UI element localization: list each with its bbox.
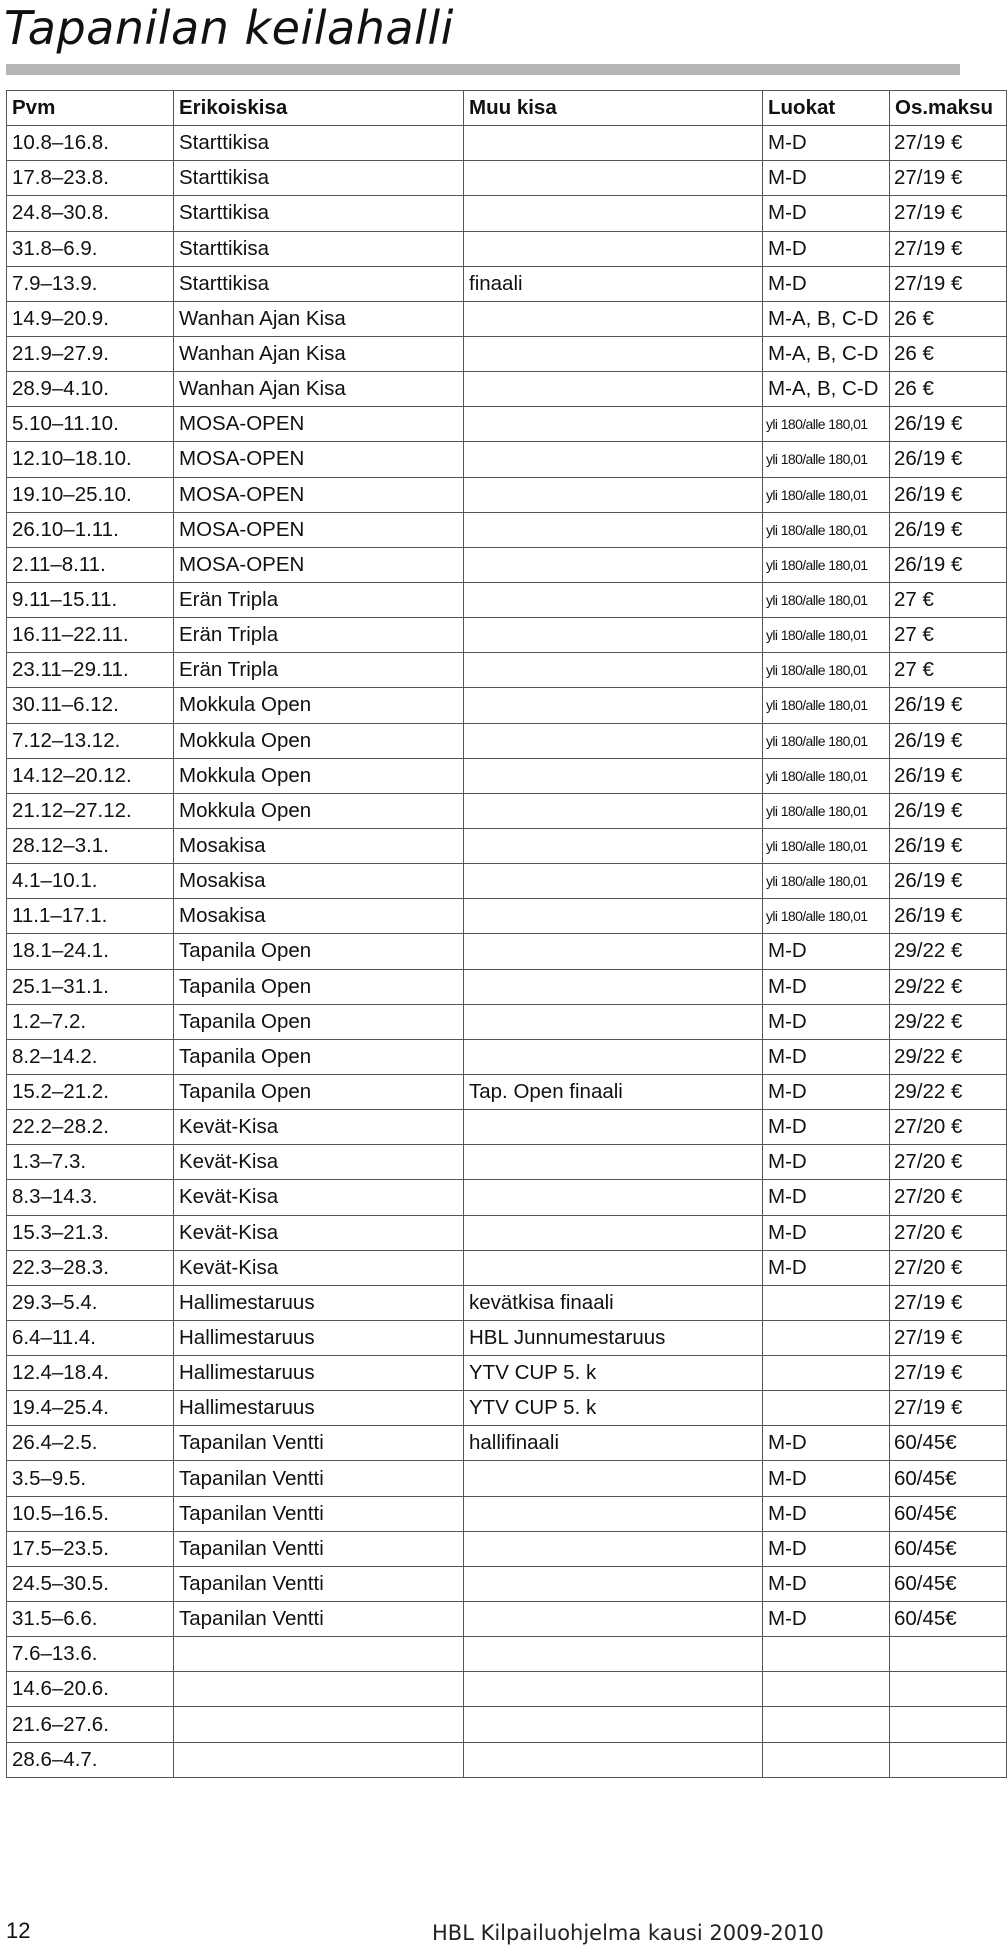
table-row [7,1637,1007,1672]
table-body [7,126,1007,1778]
table-row [7,126,1007,161]
table-row [7,196,1007,231]
cell-erikoiskisa: Starttikisa [174,126,464,161]
cell-pvm: 5.10–11.10. [7,407,174,442]
cell-muu-kisa [464,126,763,161]
cell-erikoiskisa: Kevät-Kisa [174,1215,464,1250]
cell-luokat: yli 180/alle 180,01 [763,864,890,899]
cell-luokat: M-D [763,1180,890,1215]
cell-muu-kisa: finaali [464,266,763,301]
cell-erikoiskisa: Tapanilan Ventti [174,1531,464,1566]
cell-luokat [763,1672,890,1707]
cell-luokat: M-D [763,969,890,1004]
cell-luokat: yli 180/alle 180,01 [763,477,890,512]
cell-erikoiskisa: Starttikisa [174,266,464,301]
cell-luokat: yli 180/alle 180,01 [763,828,890,863]
cell-luokat: M-D [763,1074,890,1109]
cell-pvm: 14.9–20.9. [7,301,174,336]
cell-muu-kisa [464,1496,763,1531]
cell-pvm: 16.11–22.11. [7,618,174,653]
cell-os-maksu: 26 € [890,372,1007,407]
cell-luokat: yli 180/alle 180,01 [763,758,890,793]
cell-muu-kisa [464,196,763,231]
table-row [7,372,1007,407]
cell-os-maksu: 26/19 € [890,688,1007,723]
cell-os-maksu: 29/22 € [890,1074,1007,1109]
table-row [7,477,1007,512]
cell-muu-kisa [464,653,763,688]
cell-pvm: 8.2–14.2. [7,1039,174,1074]
cell-erikoiskisa: Tapanilan Ventti [174,1602,464,1637]
cell-pvm: 28.12–3.1. [7,828,174,863]
cell-os-maksu: 29/22 € [890,969,1007,1004]
table-row [7,1742,1007,1777]
cell-luokat: yli 180/alle 180,01 [763,723,890,758]
cell-luokat: M-D [763,196,890,231]
table-row [7,1039,1007,1074]
cell-erikoiskisa [174,1742,464,1777]
cell-pvm: 29.3–5.4. [7,1285,174,1320]
cell-os-maksu: 27/20 € [890,1250,1007,1285]
cell-erikoiskisa: Erän Tripla [174,582,464,617]
cell-os-maksu: 26/19 € [890,477,1007,512]
cell-muu-kisa [464,1742,763,1777]
cell-pvm: 14.6–20.6. [7,1672,174,1707]
cell-muu-kisa [464,1004,763,1039]
cell-luokat: M-A, B, C-D [763,301,890,336]
table-row [7,512,1007,547]
cell-luokat: M-D [763,266,890,301]
header-erikoiskisa: Erikoiskisa [174,91,464,126]
cell-pvm: 1.3–7.3. [7,1145,174,1180]
cell-pvm: 15.2–21.2. [7,1074,174,1109]
cell-pvm: 24.5–30.5. [7,1566,174,1601]
cell-muu-kisa [464,1566,763,1601]
cell-pvm: 23.11–29.11. [7,653,174,688]
table-row [7,1602,1007,1637]
cell-os-maksu: 26/19 € [890,758,1007,793]
cell-pvm: 7.6–13.6. [7,1637,174,1672]
cell-luokat [763,1320,890,1355]
table-row [7,864,1007,899]
cell-erikoiskisa: Kevät-Kisa [174,1180,464,1215]
cell-pvm: 15.3–21.3. [7,1215,174,1250]
cell-os-maksu: 60/45€ [890,1531,1007,1566]
cell-muu-kisa [464,864,763,899]
cell-pvm: 3.5–9.5. [7,1461,174,1496]
cell-erikoiskisa: Mokkula Open [174,723,464,758]
cell-pvm: 8.3–14.3. [7,1180,174,1215]
cell-erikoiskisa: Mokkula Open [174,688,464,723]
table-row [7,1672,1007,1707]
cell-erikoiskisa: Tapanilan Ventti [174,1566,464,1601]
cell-os-maksu: 60/45€ [890,1496,1007,1531]
cell-pvm: 21.12–27.12. [7,793,174,828]
cell-muu-kisa [464,1707,763,1742]
cell-erikoiskisa: Erän Tripla [174,653,464,688]
table-row [7,1074,1007,1109]
cell-os-maksu: 26/19 € [890,442,1007,477]
cell-pvm: 31.5–6.6. [7,1602,174,1637]
cell-os-maksu [890,1707,1007,1742]
cell-pvm: 19.10–25.10. [7,477,174,512]
cell-pvm: 12.4–18.4. [7,1356,174,1391]
cell-muu-kisa [464,442,763,477]
cell-luokat: M-D [763,231,890,266]
cell-erikoiskisa: Tapanilan Ventti [174,1426,464,1461]
cell-muu-kisa [464,1039,763,1074]
cell-luokat [763,1637,890,1672]
cell-os-maksu: 27/19 € [890,1285,1007,1320]
cell-luokat: M-D [763,126,890,161]
cell-pvm: 9.11–15.11. [7,582,174,617]
cell-pvm: 10.5–16.5. [7,1496,174,1531]
table-header-row [7,91,1007,126]
table-row [7,1250,1007,1285]
cell-luokat: M-D [763,1602,890,1637]
cell-luokat [763,1707,890,1742]
cell-os-maksu [890,1672,1007,1707]
table-row [7,1285,1007,1320]
cell-os-maksu: 29/22 € [890,1004,1007,1039]
cell-erikoiskisa: Hallimestaruus [174,1285,464,1320]
cell-erikoiskisa [174,1672,464,1707]
table-row [7,653,1007,688]
cell-luokat: yli 180/alle 180,01 [763,407,890,442]
cell-muu-kisa [464,336,763,371]
cell-pvm: 7.9–13.9. [7,266,174,301]
cell-os-maksu: 27/19 € [890,196,1007,231]
cell-pvm: 19.4–25.4. [7,1391,174,1426]
cell-muu-kisa [464,1461,763,1496]
table-row [7,547,1007,582]
cell-os-maksu: 27 € [890,618,1007,653]
cell-erikoiskisa: Kevät-Kisa [174,1110,464,1145]
cell-luokat: M-D [763,1461,890,1496]
table-row [7,1145,1007,1180]
cell-erikoiskisa: Tapanilan Ventti [174,1461,464,1496]
table-row [7,828,1007,863]
cell-erikoiskisa: Tapanila Open [174,934,464,969]
cell-muu-kisa [464,618,763,653]
header-luokat: Luokat [763,91,890,126]
cell-pvm: 17.5–23.5. [7,1531,174,1566]
cell-os-maksu: 60/45€ [890,1426,1007,1461]
table-row [7,723,1007,758]
table-row [7,1426,1007,1461]
cell-pvm: 21.6–27.6. [7,1707,174,1742]
cell-muu-kisa [464,372,763,407]
cell-muu-kisa [464,1215,763,1250]
cell-pvm: 31.8–6.9. [7,231,174,266]
cell-os-maksu: 60/45€ [890,1602,1007,1637]
table-row [7,266,1007,301]
cell-luokat: yli 180/alle 180,01 [763,512,890,547]
competition-schedule-table [6,90,1007,1778]
cell-erikoiskisa: MOSA-OPEN [174,547,464,582]
table-row [7,582,1007,617]
cell-erikoiskisa: Tapanila Open [174,1039,464,1074]
cell-os-maksu [890,1742,1007,1777]
cell-pvm: 28.9–4.10. [7,372,174,407]
cell-erikoiskisa: Starttikisa [174,196,464,231]
table-row [7,969,1007,1004]
cell-luokat: M-D [763,1039,890,1074]
cell-pvm: 30.11–6.12. [7,688,174,723]
cell-os-maksu: 26/19 € [890,723,1007,758]
cell-erikoiskisa: Starttikisa [174,161,464,196]
cell-muu-kisa [464,477,763,512]
table-row [7,688,1007,723]
cell-pvm: 6.4–11.4. [7,1320,174,1355]
cell-muu-kisa [464,688,763,723]
cell-os-maksu [890,1637,1007,1672]
cell-muu-kisa [464,1531,763,1566]
cell-muu-kisa [464,1145,763,1180]
cell-pvm: 11.1–17.1. [7,899,174,934]
cell-luokat: yli 180/alle 180,01 [763,899,890,934]
cell-erikoiskisa: Wanhan Ajan Kisa [174,372,464,407]
table-row [7,442,1007,477]
cell-luokat: M-D [763,1531,890,1566]
cell-luokat: yli 180/alle 180,01 [763,688,890,723]
cell-pvm: 2.11–8.11. [7,547,174,582]
cell-os-maksu: 26 € [890,301,1007,336]
table-row [7,618,1007,653]
cell-muu-kisa [464,723,763,758]
cell-muu-kisa: YTV CUP 5. k [464,1356,763,1391]
cell-muu-kisa [464,301,763,336]
cell-os-maksu: 29/22 € [890,934,1007,969]
cell-pvm: 17.8–23.8. [7,161,174,196]
cell-muu-kisa [464,1602,763,1637]
cell-erikoiskisa: Kevät-Kisa [174,1145,464,1180]
cell-os-maksu: 27 € [890,653,1007,688]
table-row [7,1180,1007,1215]
cell-muu-kisa [464,1110,763,1145]
cell-os-maksu: 27/20 € [890,1180,1007,1215]
table-row [7,301,1007,336]
cell-pvm: 26.10–1.11. [7,512,174,547]
cell-pvm: 28.6–4.7. [7,1742,174,1777]
cell-luokat: M-D [763,1250,890,1285]
cell-os-maksu: 26/19 € [890,547,1007,582]
table-row [7,1531,1007,1566]
cell-erikoiskisa: Mosakisa [174,899,464,934]
table-row [7,1356,1007,1391]
cell-os-maksu: 27/20 € [890,1145,1007,1180]
cell-erikoiskisa: Mokkula Open [174,758,464,793]
table-row [7,231,1007,266]
cell-luokat: M-A, B, C-D [763,336,890,371]
cell-pvm: 24.8–30.8. [7,196,174,231]
cell-os-maksu: 27/20 € [890,1110,1007,1145]
cell-luokat: M-D [763,934,890,969]
table-row [7,1461,1007,1496]
cell-luokat: M-D [763,1145,890,1180]
table-row [7,1496,1007,1531]
cell-erikoiskisa: MOSA-OPEN [174,477,464,512]
table-row [7,793,1007,828]
cell-erikoiskisa [174,1637,464,1672]
cell-erikoiskisa: Erän Tripla [174,618,464,653]
cell-os-maksu: 26/19 € [890,899,1007,934]
cell-os-maksu: 29/22 € [890,1039,1007,1074]
cell-luokat: M-D [763,1215,890,1250]
cell-muu-kisa [464,1637,763,1672]
cell-muu-kisa [464,828,763,863]
cell-pvm: 4.1–10.1. [7,864,174,899]
cell-os-maksu: 27 € [890,582,1007,617]
header-os-maksu: Os.maksu [890,91,1007,126]
cell-muu-kisa: hallifinaali [464,1426,763,1461]
table-row [7,1391,1007,1426]
cell-os-maksu: 27/19 € [890,1391,1007,1426]
cell-os-maksu: 27/19 € [890,161,1007,196]
cell-erikoiskisa: Hallimestaruus [174,1320,464,1355]
cell-erikoiskisa: Mosakisa [174,828,464,863]
cell-luokat: M-D [763,1004,890,1039]
cell-muu-kisa [464,582,763,617]
cell-os-maksu: 27/19 € [890,266,1007,301]
table-row [7,161,1007,196]
cell-os-maksu: 27/19 € [890,1320,1007,1355]
cell-os-maksu: 27/20 € [890,1215,1007,1250]
table-row [7,758,1007,793]
cell-erikoiskisa [174,1707,464,1742]
table-row [7,1215,1007,1250]
cell-muu-kisa [464,547,763,582]
cell-muu-kisa [464,231,763,266]
cell-luokat: yli 180/alle 180,01 [763,618,890,653]
cell-erikoiskisa: MOSA-OPEN [174,442,464,477]
cell-luokat: yli 180/alle 180,01 [763,547,890,582]
table-row [7,1004,1007,1039]
cell-luokat: yli 180/alle 180,01 [763,582,890,617]
cell-luokat [763,1285,890,1320]
cell-muu-kisa [464,512,763,547]
cell-pvm: 18.1–24.1. [7,934,174,969]
cell-muu-kisa [464,161,763,196]
cell-muu-kisa: HBL Junnumestaruus [464,1320,763,1355]
cell-muu-kisa [464,1180,763,1215]
cell-erikoiskisa: Hallimestaruus [174,1356,464,1391]
cell-pvm: 21.9–27.9. [7,336,174,371]
cell-luokat: yli 180/alle 180,01 [763,442,890,477]
cell-muu-kisa: Tap. Open finaali [464,1074,763,1109]
table-row [7,899,1007,934]
cell-pvm: 10.8–16.8. [7,126,174,161]
cell-muu-kisa: kevätkisa finaali [464,1285,763,1320]
cell-muu-kisa: YTV CUP 5. k [464,1391,763,1426]
cell-os-maksu: 26/19 € [890,864,1007,899]
cell-os-maksu: 26/19 € [890,793,1007,828]
cell-erikoiskisa: MOSA-OPEN [174,512,464,547]
cell-luokat: M-A, B, C-D [763,372,890,407]
cell-pvm: 12.10–18.10. [7,442,174,477]
cell-erikoiskisa: Mokkula Open [174,793,464,828]
cell-muu-kisa [464,793,763,828]
cell-pvm: 25.1–31.1. [7,969,174,1004]
header-pvm: Pvm [7,91,174,126]
cell-erikoiskisa: Hallimestaruus [174,1391,464,1426]
cell-luokat: M-D [763,1566,890,1601]
cell-pvm: 7.12–13.12. [7,723,174,758]
cell-erikoiskisa: Tapanila Open [174,1004,464,1039]
footer-title: HBL Kilpailuohjelma kausi 2009-2010 [432,1921,824,1945]
cell-luokat: M-D [763,1496,890,1531]
cell-muu-kisa [464,969,763,1004]
page-title: Tapanilan keilahalli [4,1,454,55]
cell-luokat: M-D [763,161,890,196]
cell-erikoiskisa: MOSA-OPEN [174,407,464,442]
cell-luokat [763,1391,890,1426]
cell-luokat [763,1742,890,1777]
table-row [7,1110,1007,1145]
cell-luokat: yli 180/alle 180,01 [763,653,890,688]
table-row [7,1707,1007,1742]
cell-muu-kisa [464,1672,763,1707]
cell-os-maksu: 60/45€ [890,1566,1007,1601]
cell-os-maksu: 27/19 € [890,126,1007,161]
table-row [7,1320,1007,1355]
cell-pvm: 14.12–20.12. [7,758,174,793]
cell-erikoiskisa: Tapanila Open [174,1074,464,1109]
title-rule [6,64,960,75]
cell-os-maksu: 27/19 € [890,231,1007,266]
cell-erikoiskisa: Kevät-Kisa [174,1250,464,1285]
cell-os-maksu: 26/19 € [890,407,1007,442]
cell-erikoiskisa: Tapanila Open [174,969,464,1004]
cell-os-maksu: 27/19 € [890,1356,1007,1391]
cell-luokat: M-D [763,1426,890,1461]
header-muu-kisa: Muu kisa [464,91,763,126]
cell-muu-kisa [464,758,763,793]
cell-luokat [763,1356,890,1391]
table-row [7,934,1007,969]
cell-pvm: 1.2–7.2. [7,1004,174,1039]
cell-erikoiskisa: Wanhan Ajan Kisa [174,336,464,371]
cell-luokat: M-D [763,1110,890,1145]
cell-muu-kisa [464,899,763,934]
cell-os-maksu: 26/19 € [890,512,1007,547]
cell-erikoiskisa: Starttikisa [174,231,464,266]
cell-muu-kisa [464,1250,763,1285]
cell-muu-kisa [464,934,763,969]
cell-muu-kisa [464,407,763,442]
table-row [7,336,1007,371]
page-number: 12 [6,1918,31,1943]
cell-pvm: 26.4–2.5. [7,1426,174,1461]
cell-luokat: yli 180/alle 180,01 [763,793,890,828]
cell-erikoiskisa: Wanhan Ajan Kisa [174,301,464,336]
table-row [7,407,1007,442]
cell-erikoiskisa: Mosakisa [174,864,464,899]
cell-os-maksu: 26/19 € [890,828,1007,863]
cell-os-maksu: 26 € [890,336,1007,371]
cell-erikoiskisa: Tapanilan Ventti [174,1496,464,1531]
cell-pvm: 22.3–28.3. [7,1250,174,1285]
table-row [7,1566,1007,1601]
cell-pvm: 22.2–28.2. [7,1110,174,1145]
cell-os-maksu: 60/45€ [890,1461,1007,1496]
